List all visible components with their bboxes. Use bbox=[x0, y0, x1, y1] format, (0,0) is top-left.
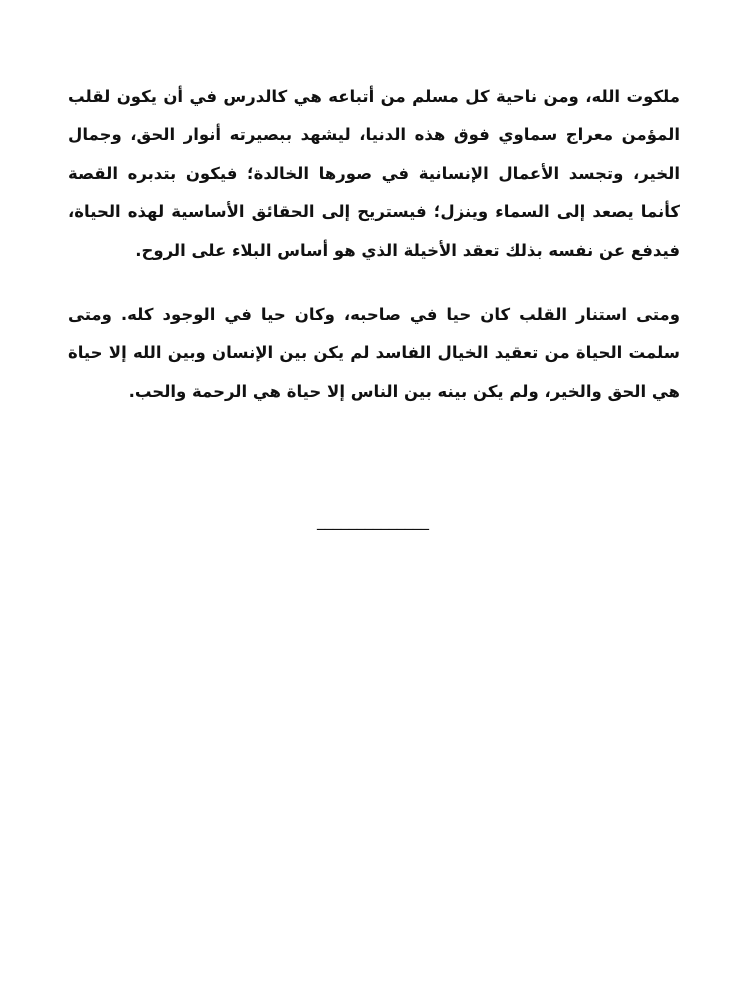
paragraph-2: ومتى استنار القلب كان حيا في صاحبه، وكان حيا في الوجود كله. ومتى سلمت الحياة من تعقيد الخيال الفاسد لم يكن بين الإنسان وبين الله إلا حياة هي الحق والخير، ولم يكن بينه بين الناس إلا حياة هي الرحمة والحب. bbox=[68, 305, 680, 401]
section-separator: ______________ bbox=[317, 511, 429, 530]
paragraph-1: ملكوت الله، ومن ناحية كل مسلم من أتباعه هي كالدرس في أن يكون لقلب المؤمن معراج سماوي فوق هذه الدنيا، ليشهد ببصيرته أنوار الحق، وجمال الخير، وتجسد الأعمال الإنسانية في صورها الخالدة؛ فيكون بتدبره القصة كأنما يصعد إلى السماء وينزل؛ فيستريح إلى الحقائق الأساسية لهذه الحياة، فيدفع عن نفسه بذلك تعقد الأخيلة الذي هو أساس البلاء على الروح. bbox=[68, 87, 680, 260]
